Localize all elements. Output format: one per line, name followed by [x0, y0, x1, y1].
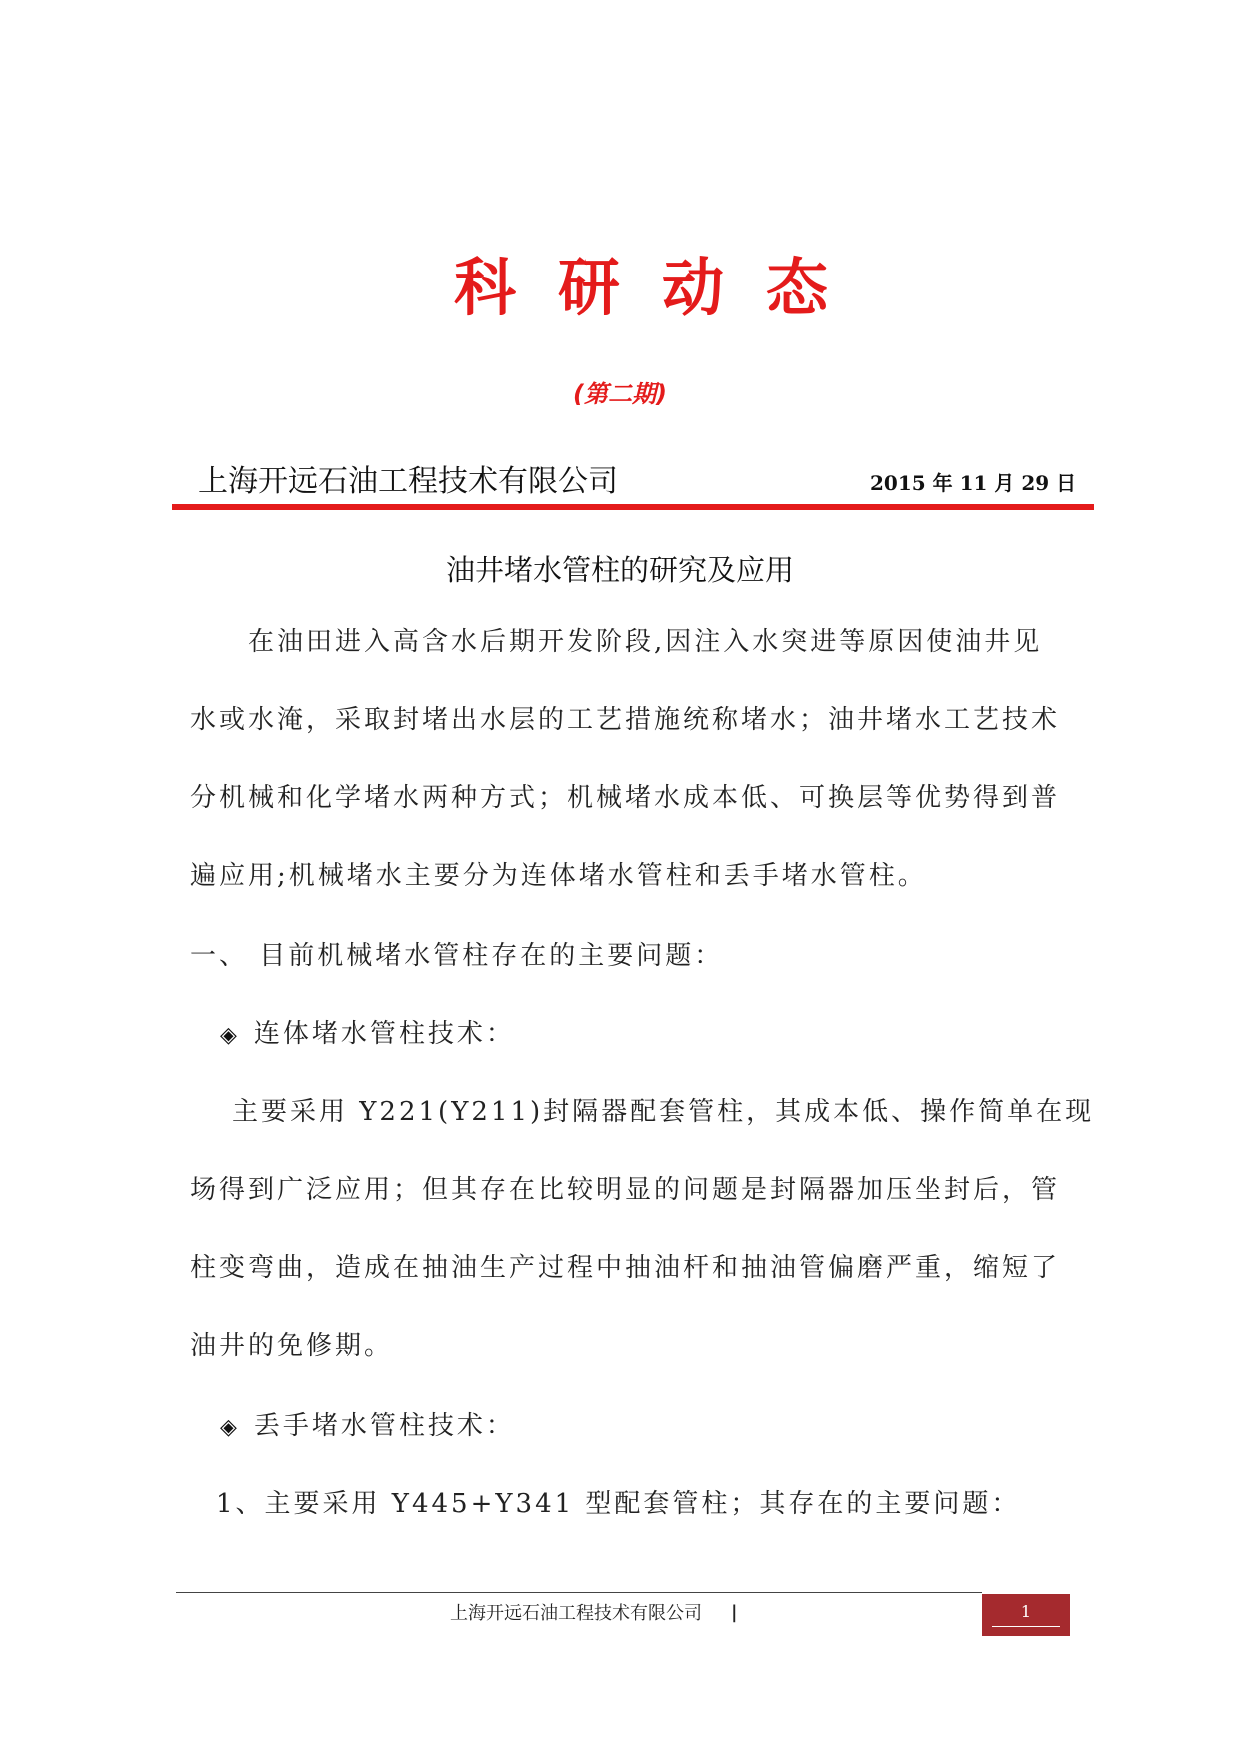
section-heading: 一、 目前机械堵水管柱存在的主要问题： — [190, 941, 724, 971]
footer-divider — [176, 1592, 982, 1593]
bullet-item-drop-hand — [220, 1406, 1090, 1448]
masthead-title: 科研动态 — [453, 251, 870, 324]
article-title: 油井堵水管柱的研究及应用 — [445, 553, 794, 587]
intro-line: 在油田进入高含水后期开发阶段,因注入水突进等原因使油井见 — [248, 627, 1043, 657]
page-number: 1 — [1020, 1602, 1032, 1621]
diamond-bullet-icon: ◈ — [220, 1415, 240, 1440]
diamond-bullet-icon: ◈ — [220, 1023, 240, 1048]
intro-line: 水或水淹，采取封堵出水层的工艺措施统称堵水；油井堵水工艺技术 — [190, 705, 1061, 735]
masthead-issue: (第二期) — [573, 380, 667, 408]
body-line: 油井的免修期。 — [190, 1331, 394, 1361]
body-line: 场得到广泛应用；但其存在比较明显的问题是封隔器加压坐封后，管 — [190, 1175, 1061, 1205]
intro-line: 遍应用;机械堵水主要分为连体堵水管柱和丢手堵水管柱。 — [190, 861, 927, 891]
intro-line: 分机械和化学堵水两种方式；机械堵水成本低、可换层等优势得到普 — [190, 783, 1061, 813]
header-date: 2015 年 11 月 29 日 — [870, 471, 1077, 495]
bullet-label: 丢手堵水管柱技术： — [253, 1411, 515, 1441]
page-number-underline — [992, 1626, 1060, 1627]
body-line: 柱变弯曲，造成在抽油生产过程中抽油杆和抽油管偏磨严重，缩短了 — [190, 1253, 1061, 1283]
bullet-item-connected — [220, 1014, 1090, 1056]
numbered-item: 1、主要采用 Y445+Y341 型配套管柱；其存在的主要问题： — [216, 1489, 1021, 1519]
footer-company-name: 上海开远石油工程技术有限公司 — [450, 1603, 702, 1624]
bullet-label: 连体堵水管柱技术： — [253, 1019, 515, 1049]
footer-separator: | — [731, 1602, 738, 1623]
header-divider — [172, 504, 1094, 510]
body-line: 主要采用 Y221(Y211)封隔器配套管柱，其成本低、操作简单在现 — [232, 1097, 1095, 1127]
header-company-name: 上海开远石油工程技术有限公司 — [198, 464, 618, 499]
